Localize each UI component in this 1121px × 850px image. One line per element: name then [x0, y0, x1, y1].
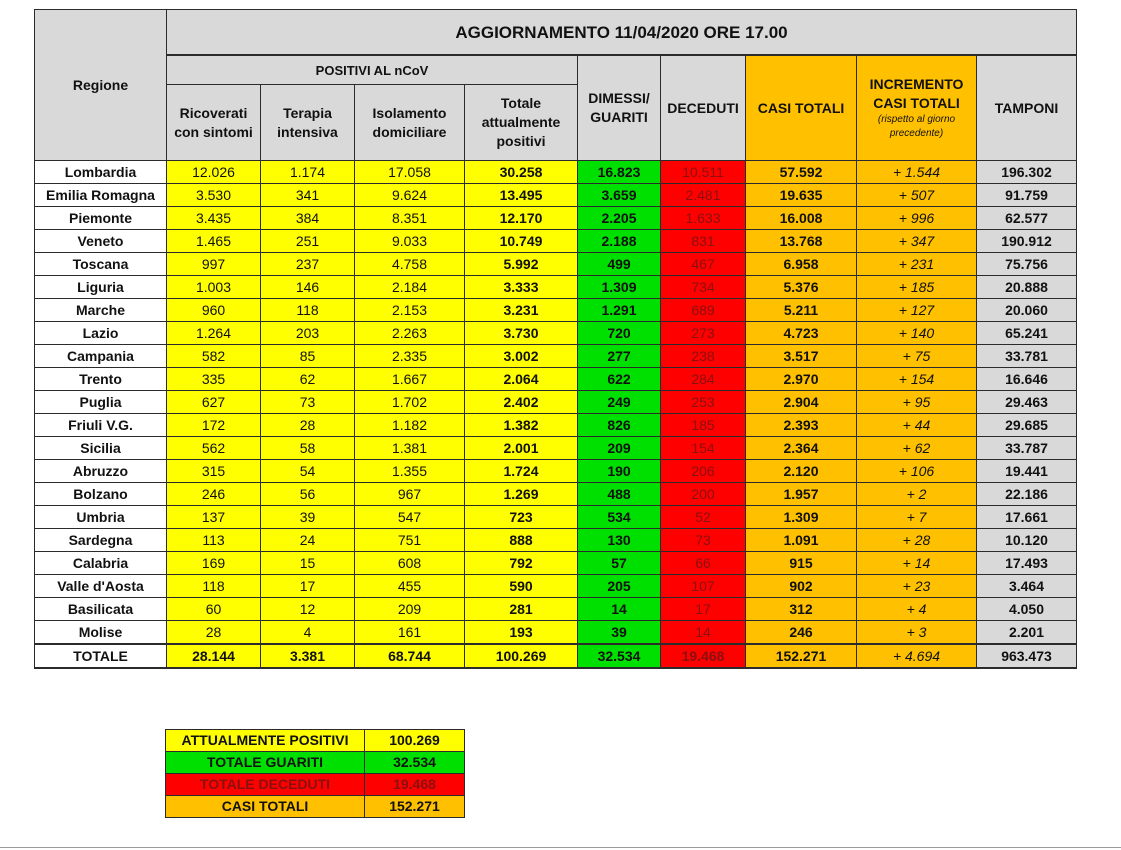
header-deceduti: DECEDUTI: [661, 55, 746, 161]
cell-deceduti: 831: [661, 230, 746, 253]
cell-incremento: + 4: [857, 598, 977, 621]
cell-deceduti: 734: [661, 276, 746, 299]
cell-tamponi: 75.756: [977, 253, 1077, 276]
cell-tamponi: 29.685: [977, 414, 1077, 437]
header-incremento: [857, 55, 977, 161]
cell-isolamento: 2.263: [355, 322, 465, 345]
cell-terapia: 203: [261, 322, 355, 345]
cell-terapia: 12: [261, 598, 355, 621]
cell-terapia: 1.174: [261, 161, 355, 184]
cell-ricoverati: 137: [167, 506, 261, 529]
cell-deceduti: 107: [661, 575, 746, 598]
cell-ricoverati: 3.530: [167, 184, 261, 207]
table-row: [35, 529, 1077, 552]
cell-isolamento: 608: [355, 552, 465, 575]
cell-tamponi: 91.759: [977, 184, 1077, 207]
header-ricoverati: Ricoverati con sintomi: [167, 85, 261, 161]
table-row: [35, 575, 1077, 598]
table-row: [35, 506, 1077, 529]
cell-casi: 2.364: [746, 437, 857, 460]
cell-casi: 16.008: [746, 207, 857, 230]
cell-incremento: + 185: [857, 276, 977, 299]
cell-tamponi: 65.241: [977, 322, 1077, 345]
cell-terapia: 3.381: [261, 644, 355, 668]
cell-terapia: 56: [261, 483, 355, 506]
cell-incremento: + 75: [857, 345, 977, 368]
cell-regione: Emilia Romagna: [35, 184, 167, 207]
cell-deceduti: 284: [661, 368, 746, 391]
cell-dimessi: 1.291: [578, 299, 661, 322]
cell-isolamento: 209: [355, 598, 465, 621]
cell-isolamento: 161: [355, 621, 465, 645]
cell-casi: 902: [746, 575, 857, 598]
cell-tamponi: 190.912: [977, 230, 1077, 253]
cell-tamponi: 2.201: [977, 621, 1077, 645]
summary-table: [165, 729, 465, 818]
cell-ricoverati: 1.264: [167, 322, 261, 345]
table-row: [35, 322, 1077, 345]
cell-ricoverati: 627: [167, 391, 261, 414]
cell-isolamento: 2.335: [355, 345, 465, 368]
cell-tamponi: 196.302: [977, 161, 1077, 184]
cell-isolamento: 4.758: [355, 253, 465, 276]
cell-positivi: 3.002: [465, 345, 578, 368]
cell-casi: 1.957: [746, 483, 857, 506]
cell-deceduti: 467: [661, 253, 746, 276]
cell-casi: 2.970: [746, 368, 857, 391]
cell-positivi: 5.992: [465, 253, 578, 276]
cell-ricoverati: 335: [167, 368, 261, 391]
cell-deceduti: 52: [661, 506, 746, 529]
cell-deceduti: 73: [661, 529, 746, 552]
cell-positivi: 2.064: [465, 368, 578, 391]
summary-row: [166, 730, 465, 752]
table-row: [35, 253, 1077, 276]
cell-dimessi: 190: [578, 460, 661, 483]
cell-tamponi: 16.646: [977, 368, 1077, 391]
cell-isolamento: 17.058: [355, 161, 465, 184]
cell-positivi: 10.749: [465, 230, 578, 253]
cell-incremento: + 23: [857, 575, 977, 598]
cell-incremento: + 154: [857, 368, 977, 391]
cell-dimessi: 720: [578, 322, 661, 345]
cell-dimessi: 57: [578, 552, 661, 575]
cell-tamponi: 17.493: [977, 552, 1077, 575]
header-terapia: Terapia intensiva: [261, 85, 355, 161]
cell-ricoverati: 246: [167, 483, 261, 506]
cell-positivi: 792: [465, 552, 578, 575]
cell-deceduti: 19.468: [661, 644, 746, 668]
cell-ricoverati: 169: [167, 552, 261, 575]
header-tamponi: TAMPONI: [977, 55, 1077, 161]
cell-tamponi: 17.661: [977, 506, 1077, 529]
cell-positivi: 723: [465, 506, 578, 529]
summary-label: TOTALE GUARITI: [166, 752, 365, 774]
table-row: [35, 483, 1077, 506]
cell-terapia: 17: [261, 575, 355, 598]
summary-value: 152.271: [365, 796, 465, 818]
cell-ricoverati: 28: [167, 621, 261, 645]
table-row: [35, 368, 1077, 391]
cell-ricoverati: 997: [167, 253, 261, 276]
cell-terapia: 4: [261, 621, 355, 645]
cell-casi: 5.376: [746, 276, 857, 299]
total-row: [35, 644, 1077, 668]
cell-isolamento: 68.744: [355, 644, 465, 668]
cell-ricoverati: 3.435: [167, 207, 261, 230]
table-body: [35, 161, 1077, 669]
cell-tamponi: 33.787: [977, 437, 1077, 460]
cell-incremento: + 14: [857, 552, 977, 575]
header-casi-totali: CASI TOTALI: [746, 55, 857, 161]
cell-casi: 3.517: [746, 345, 857, 368]
cell-regione: TOTALE: [35, 644, 167, 668]
cell-tamponi: 20.888: [977, 276, 1077, 299]
table-row: [35, 276, 1077, 299]
cell-terapia: 146: [261, 276, 355, 299]
cell-regione: Campania: [35, 345, 167, 368]
cell-regione: Calabria: [35, 552, 167, 575]
cell-deceduti: 253: [661, 391, 746, 414]
cell-casi: 2.393: [746, 414, 857, 437]
cell-regione: Basilicata: [35, 598, 167, 621]
cell-terapia: 54: [261, 460, 355, 483]
cell-tamponi: 3.464: [977, 575, 1077, 598]
cell-dimessi: 1.309: [578, 276, 661, 299]
cell-dimessi: 16.823: [578, 161, 661, 184]
cell-deceduti: 200: [661, 483, 746, 506]
cell-regione: Molise: [35, 621, 167, 645]
cell-positivi: 888: [465, 529, 578, 552]
cell-positivi: 3.730: [465, 322, 578, 345]
cell-isolamento: 1.702: [355, 391, 465, 414]
cell-regione: Puglia: [35, 391, 167, 414]
cell-deceduti: 2.481: [661, 184, 746, 207]
cell-casi: 57.592: [746, 161, 857, 184]
cell-casi: 1.091: [746, 529, 857, 552]
cell-dimessi: 622: [578, 368, 661, 391]
cell-positivi: 193: [465, 621, 578, 645]
cell-ricoverati: 113: [167, 529, 261, 552]
cell-casi: 915: [746, 552, 857, 575]
cell-regione: Liguria: [35, 276, 167, 299]
cell-deceduti: 689: [661, 299, 746, 322]
table-row: [35, 414, 1077, 437]
cell-dimessi: 209: [578, 437, 661, 460]
table-row: [35, 460, 1077, 483]
header-dimessi: DIMESSI/ GUARITI: [578, 55, 661, 161]
cell-tamponi: 62.577: [977, 207, 1077, 230]
cell-terapia: 384: [261, 207, 355, 230]
cell-tamponi: 19.441: [977, 460, 1077, 483]
cell-regione: Veneto: [35, 230, 167, 253]
cell-tamponi: 10.120: [977, 529, 1077, 552]
summary-value: 100.269: [365, 730, 465, 752]
cell-regione: Toscana: [35, 253, 167, 276]
cell-positivi: 1.724: [465, 460, 578, 483]
cell-regione: Friuli V.G.: [35, 414, 167, 437]
cell-isolamento: 8.351: [355, 207, 465, 230]
cell-positivi: 2.402: [465, 391, 578, 414]
cell-dimessi: 534: [578, 506, 661, 529]
summary-label: ATTUALMENTE POSITIVI: [166, 730, 365, 752]
header-positivi-group: POSITIVI AL nCoV: [167, 55, 578, 85]
cell-isolamento: 2.153: [355, 299, 465, 322]
covid-regional-table: [34, 9, 1077, 669]
cell-positivi: 100.269: [465, 644, 578, 668]
cell-dimessi: 2.188: [578, 230, 661, 253]
cell-regione: Sardegna: [35, 529, 167, 552]
cell-isolamento: 1.355: [355, 460, 465, 483]
cell-ricoverati: 28.144: [167, 644, 261, 668]
summary-label: TOTALE DECEDUTI: [166, 774, 365, 796]
cell-incremento: + 106: [857, 460, 977, 483]
header-incremento-note: (rispetto al giorno precedente): [877, 114, 956, 139]
cell-regione: Abruzzo: [35, 460, 167, 483]
cell-incremento: + 3: [857, 621, 977, 645]
cell-incremento: + 347: [857, 230, 977, 253]
cell-deceduti: 273: [661, 322, 746, 345]
page-divider: [0, 847, 1121, 848]
cell-dimessi: 205: [578, 575, 661, 598]
cell-casi: 6.958: [746, 253, 857, 276]
table-row: [35, 299, 1077, 322]
cell-incremento: + 140: [857, 322, 977, 345]
summary-value: 32.534: [365, 752, 465, 774]
cell-dimessi: 32.534: [578, 644, 661, 668]
cell-terapia: 85: [261, 345, 355, 368]
cell-regione: Bolzano: [35, 483, 167, 506]
cell-deceduti: 1.633: [661, 207, 746, 230]
cell-dimessi: 249: [578, 391, 661, 414]
table-row: [35, 345, 1077, 368]
cell-incremento: + 62: [857, 437, 977, 460]
cell-terapia: 118: [261, 299, 355, 322]
cell-ricoverati: 315: [167, 460, 261, 483]
cell-dimessi: 130: [578, 529, 661, 552]
cell-deceduti: 185: [661, 414, 746, 437]
table-row: [35, 552, 1077, 575]
cell-deceduti: 14: [661, 621, 746, 645]
cell-regione: Valle d'Aosta: [35, 575, 167, 598]
table-row: [35, 161, 1077, 184]
cell-ricoverati: 12.026: [167, 161, 261, 184]
cell-casi: 312: [746, 598, 857, 621]
cell-terapia: 24: [261, 529, 355, 552]
cell-isolamento: 9.624: [355, 184, 465, 207]
cell-tamponi: 29.463: [977, 391, 1077, 414]
cell-dimessi: 2.205: [578, 207, 661, 230]
cell-ricoverati: 582: [167, 345, 261, 368]
cell-regione: Lombardia: [35, 161, 167, 184]
summary-row: [166, 752, 465, 774]
cell-isolamento: 547: [355, 506, 465, 529]
summary-value: 19.468: [365, 774, 465, 796]
cell-isolamento: 751: [355, 529, 465, 552]
cell-incremento: + 95: [857, 391, 977, 414]
cell-incremento: + 996: [857, 207, 977, 230]
cell-terapia: 237: [261, 253, 355, 276]
cell-dimessi: 3.659: [578, 184, 661, 207]
cell-casi: 13.768: [746, 230, 857, 253]
cell-dimessi: 14: [578, 598, 661, 621]
cell-incremento: + 1.544: [857, 161, 977, 184]
table-row: [35, 437, 1077, 460]
cell-tamponi: 33.781: [977, 345, 1077, 368]
cell-incremento: + 7: [857, 506, 977, 529]
cell-regione: Umbria: [35, 506, 167, 529]
cell-casi: 2.120: [746, 460, 857, 483]
cell-incremento: + 2: [857, 483, 977, 506]
table-row: [35, 184, 1077, 207]
cell-terapia: 58: [261, 437, 355, 460]
cell-regione: Sicilia: [35, 437, 167, 460]
table-row: [35, 598, 1077, 621]
cell-dimessi: 277: [578, 345, 661, 368]
cell-deceduti: 206: [661, 460, 746, 483]
header-isolamento: Isolamento domiciliare: [355, 85, 465, 161]
cell-positivi: 13.495: [465, 184, 578, 207]
cell-tamponi: 963.473: [977, 644, 1077, 668]
cell-incremento: + 4.694: [857, 644, 977, 668]
cell-deceduti: 10.511: [661, 161, 746, 184]
cell-incremento: + 231: [857, 253, 977, 276]
cell-casi: 19.635: [746, 184, 857, 207]
table-row: [35, 621, 1077, 645]
cell-tamponi: 20.060: [977, 299, 1077, 322]
cell-dimessi: 826: [578, 414, 661, 437]
cell-isolamento: 9.033: [355, 230, 465, 253]
summary-label: CASI TOTALI: [166, 796, 365, 818]
cell-positivi: 281: [465, 598, 578, 621]
cell-positivi: 12.170: [465, 207, 578, 230]
cell-positivi: 2.001: [465, 437, 578, 460]
cell-isolamento: 1.667: [355, 368, 465, 391]
cell-incremento: + 28: [857, 529, 977, 552]
header-incremento-label: INCREMENTO CASI TOTALI: [869, 76, 964, 111]
cell-incremento: + 127: [857, 299, 977, 322]
cell-ricoverati: 172: [167, 414, 261, 437]
cell-casi: 4.723: [746, 322, 857, 345]
table-row: [35, 391, 1077, 414]
cell-isolamento: 967: [355, 483, 465, 506]
cell-positivi: 1.269: [465, 483, 578, 506]
cell-tamponi: 4.050: [977, 598, 1077, 621]
cell-terapia: 341: [261, 184, 355, 207]
cell-isolamento: 1.381: [355, 437, 465, 460]
cell-terapia: 251: [261, 230, 355, 253]
cell-incremento: + 507: [857, 184, 977, 207]
cell-casi: 246: [746, 621, 857, 645]
cell-positivi: 30.258: [465, 161, 578, 184]
cell-ricoverati: 562: [167, 437, 261, 460]
cell-regione: Marche: [35, 299, 167, 322]
cell-incremento: + 44: [857, 414, 977, 437]
cell-deceduti: 17: [661, 598, 746, 621]
summary-row: [166, 796, 465, 818]
cell-deceduti: 154: [661, 437, 746, 460]
cell-ricoverati: 118: [167, 575, 261, 598]
cell-isolamento: 2.184: [355, 276, 465, 299]
cell-terapia: 15: [261, 552, 355, 575]
cell-positivi: 590: [465, 575, 578, 598]
cell-dimessi: 499: [578, 253, 661, 276]
cell-dimessi: 39: [578, 621, 661, 645]
cell-terapia: 28: [261, 414, 355, 437]
cell-dimessi: 488: [578, 483, 661, 506]
cell-deceduti: 238: [661, 345, 746, 368]
cell-casi: 152.271: [746, 644, 857, 668]
cell-deceduti: 66: [661, 552, 746, 575]
cell-ricoverati: 1.003: [167, 276, 261, 299]
cell-regione: Trento: [35, 368, 167, 391]
cell-isolamento: 455: [355, 575, 465, 598]
cell-ricoverati: 960: [167, 299, 261, 322]
cell-casi: 2.904: [746, 391, 857, 414]
cell-positivi: 1.382: [465, 414, 578, 437]
cell-terapia: 39: [261, 506, 355, 529]
cell-regione: Lazio: [35, 322, 167, 345]
cell-regione: Piemonte: [35, 207, 167, 230]
table-row: [35, 230, 1077, 253]
cell-terapia: 62: [261, 368, 355, 391]
header-totale-positivi: Totale attualmente positivi: [465, 85, 578, 161]
update-title: AGGIORNAMENTO 11/04/2020 ORE 17.00: [167, 10, 1077, 56]
summary-row: [166, 774, 465, 796]
table-row: [35, 207, 1077, 230]
cell-isolamento: 1.182: [355, 414, 465, 437]
cell-positivi: 3.333: [465, 276, 578, 299]
header-regione: Regione: [35, 10, 167, 161]
cell-ricoverati: 60: [167, 598, 261, 621]
cell-casi: 1.309: [746, 506, 857, 529]
cell-ricoverati: 1.465: [167, 230, 261, 253]
cell-tamponi: 22.186: [977, 483, 1077, 506]
cell-terapia: 73: [261, 391, 355, 414]
cell-positivi: 3.231: [465, 299, 578, 322]
cell-casi: 5.211: [746, 299, 857, 322]
